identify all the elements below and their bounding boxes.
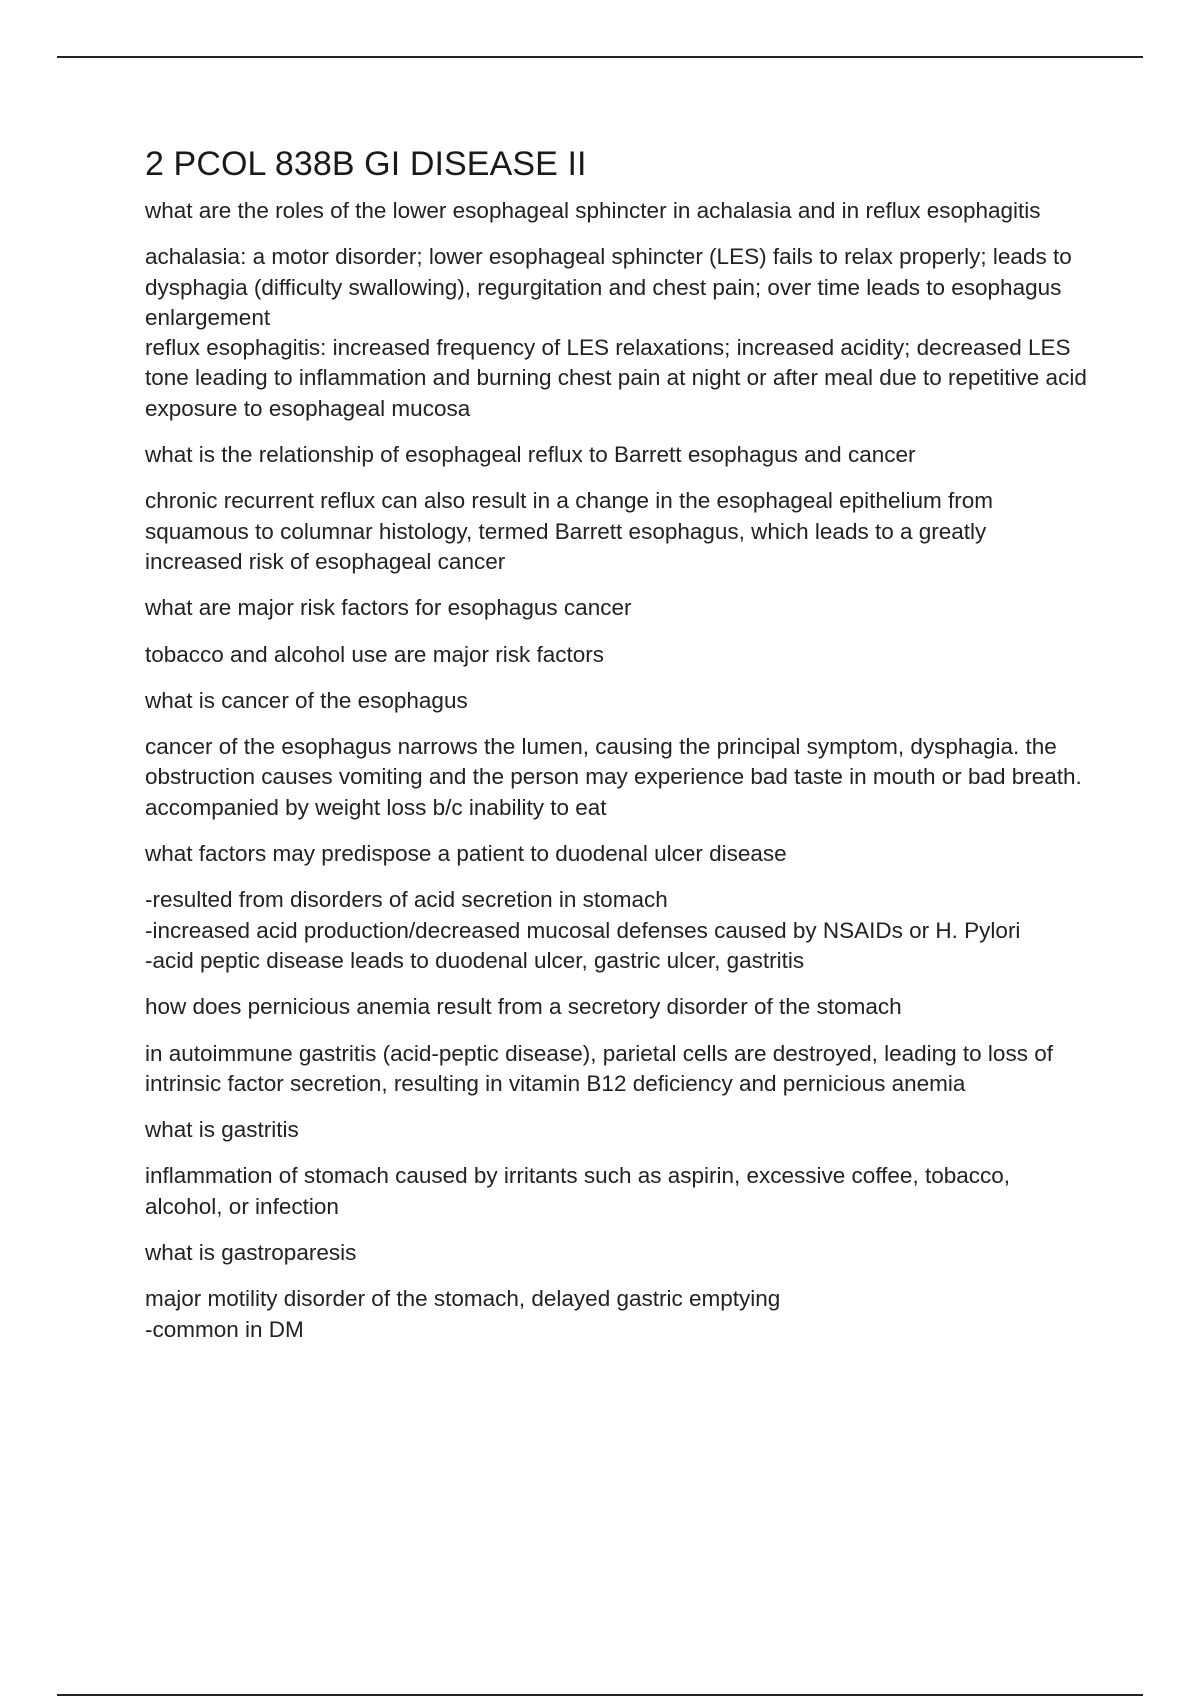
card-question: what are major risk factors for esophagus cancer bbox=[145, 595, 632, 621]
card-2 bbox=[145, 440, 1090, 577]
card-3 bbox=[145, 593, 1090, 670]
card-8 bbox=[145, 1238, 1090, 1345]
footer-rule bbox=[57, 1694, 1143, 1696]
card-question: what is gastritis bbox=[145, 1117, 299, 1143]
card-5 bbox=[145, 839, 1090, 976]
card-4 bbox=[145, 686, 1090, 823]
card-answer: achalasia: a motor disorder; lower esophageal sphincter (LES) fails to relax properly; leads to dysphagia (difficulty swallowing), regurgitation and chest pain; over time leads to esophagus enlargement reflux esophagitis: increased frequency of LES relaxations; increased acidity; decreased LES tone leading to inflammation and burning chest pain at night or after meal due to repetitive acid exposure to esophageal mucosa bbox=[145, 244, 1087, 421]
card-answer: in autoimmune gastritis (acid-peptic disease), parietal cells are destroyed, leading to loss of intrinsic factor secretion, resulting in vitamin B12 deficiency and pernicious anemia bbox=[145, 1040, 1053, 1096]
card-6 bbox=[145, 992, 1090, 1099]
card-1 bbox=[145, 196, 1090, 424]
card-question: what is the relationship of esophageal reflux to Barrett esophagus and cancer bbox=[145, 442, 916, 468]
card-question: how does pernicious anemia result from a secretory disorder of the stomach bbox=[145, 994, 902, 1020]
card-answer: major motility disorder of the stomach, delayed gastric emptying -common in DM bbox=[145, 1286, 781, 1342]
card-question: what is gastroparesis bbox=[145, 1240, 357, 1266]
card-question: what factors may predispose a patient to duodenal ulcer disease bbox=[145, 841, 787, 867]
document-body bbox=[145, 142, 1090, 1361]
document-title: 2 PCOL 838B GI DISEASE II bbox=[145, 145, 587, 183]
card-answer: tobacco and alcohol use are major risk factors bbox=[145, 641, 604, 667]
card-answer: cancer of the esophagus narrows the lumen, causing the principal symptom, dysphagia. the obstruction causes vomiting and the person may experience bad taste in mouth or bad breath. accompanied by weight loss b/c inability to eat bbox=[145, 734, 1082, 820]
card-answer: -resulted from disorders of acid secretion in stomach -increased acid production/decreased mucosal defenses caused by NSAIDs or H. Pylori -acid peptic disease leads to duodenal ulcer, gastric ulcer, gastritis bbox=[145, 887, 1021, 973]
header-rule bbox=[57, 56, 1143, 58]
card-answer: chronic recurrent reflux can also result in a change in the esophageal epithelium from squamous to columnar histology, termed Barrett esophagus, which leads to a greatly increased risk of esophageal cancer bbox=[145, 488, 993, 574]
card-question: what is cancer of the esophagus bbox=[145, 687, 468, 713]
card-7 bbox=[145, 1115, 1090, 1222]
card-answer: inflammation of stomach caused by irritants such as aspirin, excessive coffee, tobacco, alcohol, or infection bbox=[145, 1163, 1010, 1219]
card-question: what are the roles of the lower esophageal sphincter in achalasia and in reflux esophagitis bbox=[145, 198, 1041, 223]
